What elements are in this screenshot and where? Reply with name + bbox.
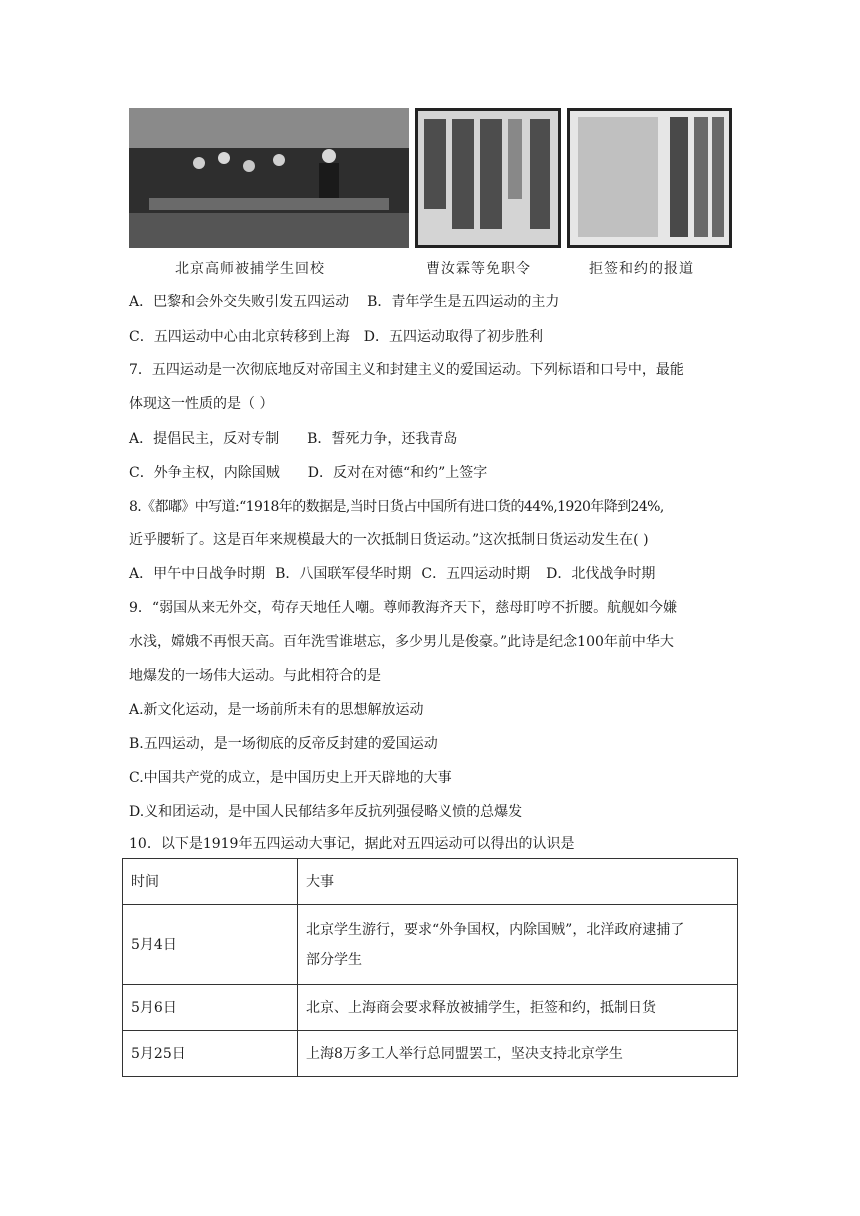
table-row (123, 1031, 738, 1077)
table-cell-event: 上海8万多工人举行总同盟罢工，坚决支持北京学生 (298, 1031, 738, 1077)
q6-option-d: D．五四运动取得了初步胜利 (363, 329, 543, 345)
q7-option-d: D．反对在对德“和约”上签字 (307, 465, 488, 481)
photo-caption: 北京高师被捕学生回校 (175, 261, 325, 277)
table-header-row (123, 859, 738, 905)
table-cell-event (298, 905, 738, 985)
q8-option-d: D．北伐战争时期 (546, 566, 656, 582)
dismissal-order-image (418, 111, 558, 245)
q7-options-row2 (129, 463, 487, 483)
q9-stem-line1: 9．“弱国从来无外交，苟存天地任人嘲。尊师教海齐天下，慈母盯哼不折腰。航舰如今嫌 (129, 600, 678, 616)
q6-option-c: C．五四运动中心由北京转移到上海 (129, 329, 350, 345)
q6-options-row2 (129, 327, 543, 347)
newspaper-report-image (570, 111, 729, 245)
event-line: 北京学生游行，要求“外争国权，内除国贼”，北洋政府逮捕了 (306, 921, 685, 938)
q10-stem: 10．以下是1919年五四运动大事记，据此对五四运动可以得出的认识是 (129, 836, 575, 852)
q9-option-d: D.义和团运动，是中国人民郁结多年反抗列强侵略义愤的总爆发 (129, 804, 523, 820)
q6-option-b: B．青年学生是五四运动的主力 (367, 294, 560, 310)
table-row (123, 905, 738, 985)
q6-option-a: A．巴黎和会外交失败引发五四运动 (129, 294, 350, 310)
q8-option-b: B．八国联军侵华时期 (275, 566, 412, 582)
events-table (122, 858, 738, 1077)
q8-options-row (129, 564, 655, 584)
table-cell-time: 5月6日 (123, 985, 298, 1031)
table-cell-event: 北京、上海商会要求释放被捕学生，拒签和约，抵制日货 (298, 985, 738, 1031)
q7-option-c: C．外争主权，内除国贼 (129, 465, 280, 481)
q8-option-a: A．甲午中日战争时期 (129, 566, 266, 582)
q7-stem-line1: 7．五四运动是一次彻底地反对帝国主义和封建主义的爱国运动。下列标语和口号中，最能 (129, 362, 684, 378)
table-row (123, 985, 738, 1031)
q7-options-row1 (129, 429, 457, 449)
q7-option-a: A．提倡民主，反对专制 (129, 431, 280, 447)
table-header-event: 大事 (298, 859, 738, 905)
q7-option-b: B．誓死力争，还我青岛 (307, 431, 458, 447)
q8-stem-line2: 近乎腰斩了。这是百年来规模最大的一次抵制日货运动。”这次抵制日货运动发生在( ) (129, 532, 649, 548)
table-cell-time: 5月4日 (123, 905, 298, 985)
table-header-time: 时间 (123, 859, 298, 905)
photo-caption: 曹汝霖等免职令 (426, 261, 531, 277)
table-cell-time: 5月25日 (123, 1031, 298, 1077)
q8-stem-line1: 8.《都嘟》中写道:“1918年的数据是,当时日货占中国所有进口货的44%,1920年降到24%, (129, 499, 664, 515)
q8-option-c: C．五四运动时期 (421, 566, 531, 582)
photo-dismissal-order (415, 108, 561, 248)
q6-options-row1 (129, 292, 559, 312)
event-line: 部分学生 (306, 951, 362, 968)
q9-option-a: A.新文化运动，是一场前所未有的思想解放运动 (129, 702, 424, 718)
crowd-photo-image (129, 108, 409, 248)
photo-returning-students (129, 108, 409, 248)
q9-stem-line2: 水浅，嫦娥不再恨天高。百年洗雪谁堪忘，多少男儿是俊豪。”此诗是纪念100年前中华大 (129, 634, 674, 650)
photo-strip (129, 108, 732, 280)
q9-option-c: C.中国共产党的成立，是中国历史上开天辟地的大事 (129, 770, 452, 786)
q7-stem-line2: 体现这一性质的是（ ） (129, 396, 274, 412)
q9-stem-line3: 地爆发的一场伟大运动。与此相符合的是 (129, 668, 381, 684)
photo-caption: 拒签和约的报道 (589, 261, 694, 277)
q9-option-b: B.五四运动，是一场彻底的反帝反封建的爱国运动 (129, 736, 438, 752)
photo-refusal-report (567, 108, 732, 248)
